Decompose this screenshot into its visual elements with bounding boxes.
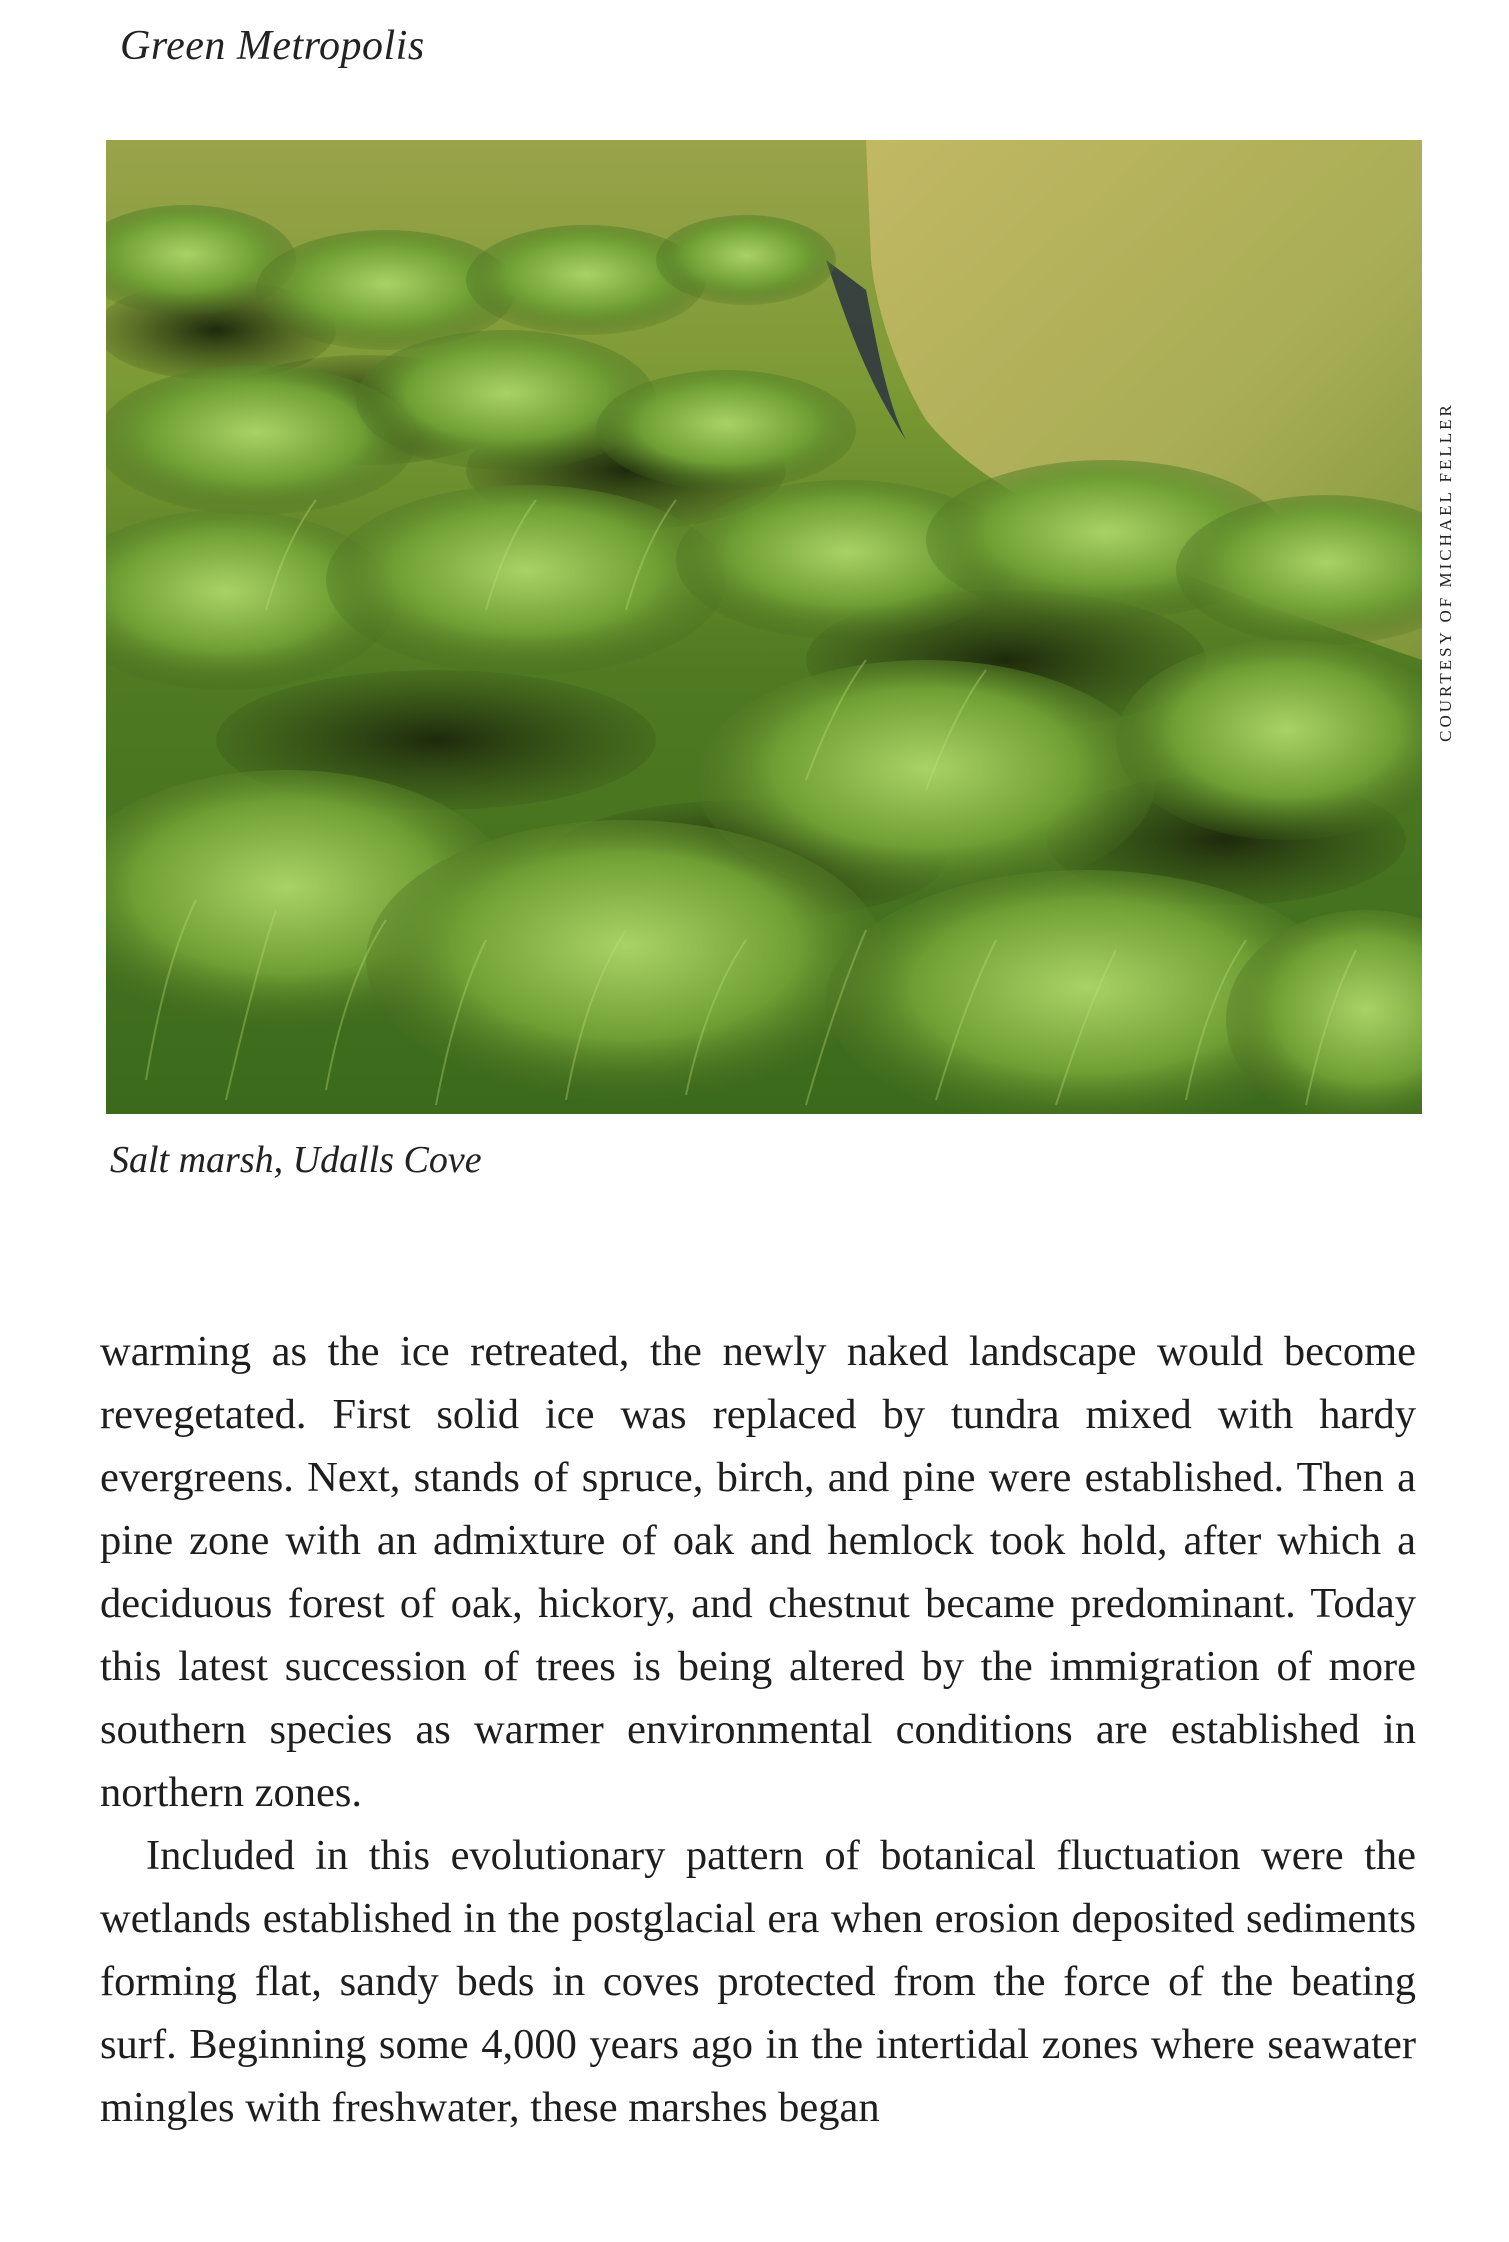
paragraph: warming as the ice retreated, the newly naked landscape would become revegetated. First solid ice was replaced by tundra mixed with hardy evergreens. Next, stands of spruce, birch, and pine were established. Then a pine zone with an admixture of oak and hemlock took hold, after which a deciduous forest of oak, hickory, and chestnut became predominant. Today this latest succession of trees is being altered by the immigration of more southern species as warmer environmental conditions are established in northern zones. xyxy=(100,1328,1416,1816)
figure-caption: Salt marsh, Udalls Cove xyxy=(110,1139,482,1181)
running-head-title: Green Metropolis xyxy=(120,23,425,69)
photo-credit-text: COURTESY OF MICHAEL FELLER xyxy=(1436,402,1455,742)
photo-credit xyxy=(1434,402,1458,742)
body-text xyxy=(100,1320,1416,2139)
paragraph: Included in this evolutionary pattern of botanical fluctuation were the wetlands established in the postglacial era when erosion deposited sediments forming flat, sandy beds in coves protected from the force of the beating surf. Beginning some 4,000 years ago in the intertidal zones where seawater mingles with freshwater, these marshes began xyxy=(100,1832,1416,2131)
salt-marsh-photo xyxy=(106,140,1422,1114)
